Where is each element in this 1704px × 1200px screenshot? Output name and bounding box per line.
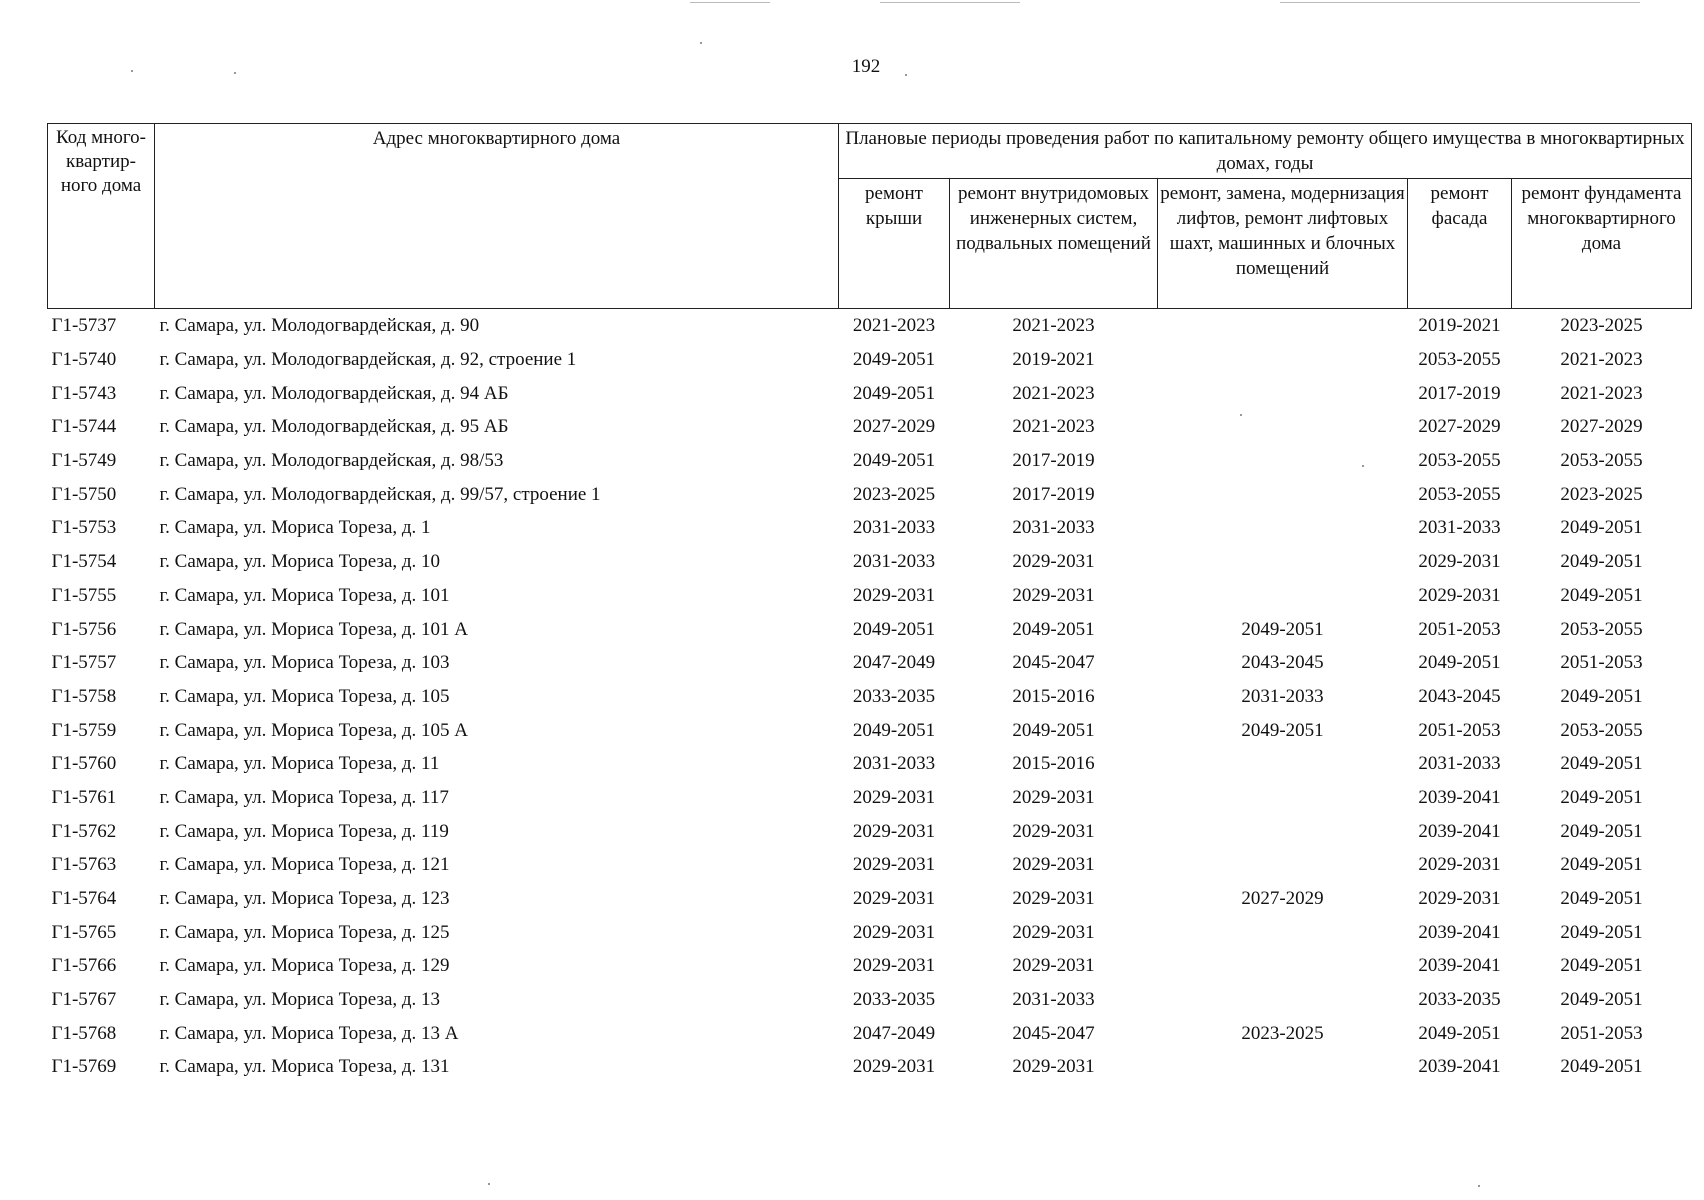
cell-foundation: 2027-2029 [1560, 416, 1643, 438]
cell-engineering: 2029-2031 [1012, 820, 1095, 842]
cell-address: г. Самара, ул. Мориса Тореза, д. 101 [159, 584, 450, 606]
cell-lifts [1158, 579, 1408, 613]
cell-facade: 2033-2035 [1418, 989, 1501, 1011]
cell-foundation: 2023-2025 [1560, 315, 1643, 337]
cell-lifts [1158, 1050, 1408, 1084]
cell-facade: 2051-2053 [1418, 618, 1501, 640]
cell-address: г. Самара, ул. Молодогвардейская, д. 95 АБ [159, 416, 509, 438]
cell-facade: 2019-2021 [1418, 315, 1501, 337]
cell-roof: 2049-2051 [852, 719, 936, 741]
cell-engineering: 2015-2016 [1012, 685, 1095, 707]
cell-roof: 2049-2051 [852, 618, 936, 640]
table-row [48, 882, 1692, 916]
cell-code: Г1-5763 [51, 854, 117, 876]
cell-address: г. Самара, ул. Мориса Тореза, д. 119 [159, 820, 449, 842]
header-lifts: ремонт, замена, модернизация лифтов, ремонт лифтовых шахт, машинных и блочных помещений [1158, 179, 1408, 309]
cell-engineering: 2029-2031 [1012, 888, 1095, 910]
cell-lifts: 2049-2051 [1241, 618, 1324, 640]
cell-foundation: 2049-2051 [1560, 1056, 1643, 1078]
cell-facade: 2039-2041 [1418, 921, 1501, 943]
cell-foundation: 2049-2051 [1560, 888, 1643, 910]
cell-foundation: 2049-2051 [1560, 584, 1643, 606]
cell-address: г. Самара, ул. Мориса Тореза, д. 131 [159, 1056, 450, 1078]
table-row [48, 949, 1692, 983]
cell-foundation: 2051-2053 [1560, 1022, 1643, 1044]
cell-code: Г1-5765 [51, 921, 117, 943]
cell-foundation: 2049-2051 [1560, 551, 1643, 573]
table-row [48, 579, 1692, 613]
cell-lifts [1158, 444, 1408, 478]
cell-address: г. Самара, ул. Мориса Тореза, д. 103 [159, 652, 450, 674]
page-number [0, 56, 1704, 78]
cell-address: г. Самара, ул. Мориса Тореза, д. 10 [159, 551, 441, 573]
cell-roof: 2027-2029 [852, 416, 936, 438]
header-code: Код много-квартир-ного дома [48, 124, 155, 309]
cell-facade: 2027-2029 [1418, 416, 1501, 438]
cell-address: г. Самара, ул. Молодогвардейская, д. 92, строение 1 [159, 349, 577, 371]
cell-facade: 2031-2033 [1418, 517, 1501, 539]
cell-address: г. Самара, ул. Молодогвардейская, д. 94 АБ [159, 382, 509, 404]
cell-lifts [1158, 511, 1408, 545]
header-periods: Плановые периоды проведения работ по капитальному ремонту общего имущества в многоквартирных домах, годы [839, 124, 1692, 179]
scan-speck [488, 1183, 490, 1185]
cell-lifts [1158, 410, 1408, 444]
cell-address: г. Самара, ул. Мориса Тореза, д. 117 [159, 786, 449, 808]
cell-address: г. Самара, ул. Молодогвардейская, д. 98/53 [159, 450, 504, 472]
cell-facade: 2039-2041 [1418, 955, 1501, 977]
cell-code: Г1-5764 [51, 888, 117, 910]
scan-speck [700, 42, 702, 44]
scan-line [690, 2, 770, 3]
repair-schedule-table-wrapper [47, 123, 1692, 1084]
cell-address: г. Самара, ул. Мориса Тореза, д. 1 [159, 517, 431, 539]
cell-engineering: 2029-2031 [1012, 1056, 1095, 1078]
cell-lifts [1158, 915, 1408, 949]
cell-address: г. Самара, ул. Мориса Тореза, д. 105 А [159, 719, 469, 741]
table-row [48, 1016, 1692, 1050]
table-row [48, 511, 1692, 545]
cell-roof: 2047-2049 [852, 1022, 936, 1044]
cell-roof: 2029-2031 [852, 888, 936, 910]
cell-code: Г1-5737 [51, 315, 117, 337]
cell-code: Г1-5768 [51, 1022, 117, 1044]
cell-facade: 2053-2055 [1418, 450, 1501, 472]
cell-code: Г1-5758 [51, 685, 117, 707]
header-engineering: ремонт внутридомовых инженерных систем, подвальных помещений [950, 179, 1158, 309]
table-row [48, 477, 1692, 511]
cell-lifts: 2027-2029 [1241, 888, 1324, 910]
cell-foundation: 2021-2023 [1560, 382, 1643, 404]
cell-facade: 2029-2031 [1418, 584, 1501, 606]
cell-address: г. Самара, ул. Мориса Тореза, д. 105 [159, 685, 450, 707]
cell-engineering: 2031-2033 [1012, 989, 1095, 1011]
cell-address: г. Самара, ул. Мориса Тореза, д. 125 [159, 921, 450, 943]
table-header [48, 124, 1692, 309]
cell-facade: 2049-2051 [1418, 652, 1501, 674]
cell-roof: 2021-2023 [852, 315, 936, 337]
cell-facade: 2017-2019 [1418, 382, 1501, 404]
table-row [48, 309, 1692, 343]
cell-address: г. Самара, ул. Мориса Тореза, д. 13 А [159, 1022, 459, 1044]
cell-facade: 2029-2031 [1418, 551, 1501, 573]
cell-roof: 2049-2051 [852, 382, 936, 404]
cell-roof: 2029-2031 [852, 854, 936, 876]
cell-code: Г1-5759 [51, 719, 117, 741]
cell-engineering: 2021-2023 [1012, 315, 1095, 337]
cell-facade: 2051-2053 [1418, 719, 1501, 741]
cell-roof: 2031-2033 [852, 551, 936, 573]
cell-address: г. Самара, ул. Мориса Тореза, д. 11 [159, 753, 440, 775]
cell-foundation: 2053-2055 [1560, 719, 1643, 741]
page-number-text: 192 [851, 56, 881, 77]
cell-address: г. Самара, ул. Молодогвардейская, д. 90 [159, 315, 480, 337]
cell-lifts [1158, 781, 1408, 815]
cell-code: Г1-5766 [51, 955, 117, 977]
cell-engineering: 2017-2019 [1012, 450, 1095, 472]
cell-code: Г1-5760 [51, 753, 117, 775]
cell-engineering: 2029-2031 [1012, 921, 1095, 943]
cell-roof: 2029-2031 [852, 1056, 936, 1078]
cell-engineering: 2019-2021 [1012, 349, 1095, 371]
cell-code: Г1-5757 [51, 652, 117, 674]
table-row [48, 747, 1692, 781]
table-row [48, 1050, 1692, 1084]
cell-roof: 2049-2051 [852, 450, 936, 472]
cell-engineering: 2029-2031 [1012, 955, 1095, 977]
cell-engineering: 2031-2033 [1012, 517, 1095, 539]
cell-address: г. Самара, ул. Мориса Тореза, д. 121 [159, 854, 450, 876]
cell-lifts [1158, 477, 1408, 511]
cell-lifts: 2043-2045 [1241, 652, 1324, 674]
cell-roof: 2031-2033 [852, 753, 936, 775]
cell-code: Г1-5754 [51, 551, 117, 573]
cell-code: Г1-5750 [51, 483, 117, 505]
cell-lifts [1158, 545, 1408, 579]
cell-facade: 2039-2041 [1418, 1056, 1501, 1078]
cell-code: Г1-5743 [51, 382, 117, 404]
cell-facade: 2029-2031 [1418, 888, 1501, 910]
cell-code: Г1-5753 [51, 517, 117, 539]
cell-roof: 2029-2031 [852, 584, 936, 606]
cell-roof: 2029-2031 [852, 820, 936, 842]
cell-facade: 2031-2033 [1418, 753, 1501, 775]
cell-facade: 2043-2045 [1418, 685, 1501, 707]
cell-engineering: 2049-2051 [1012, 618, 1095, 640]
table-row [48, 983, 1692, 1017]
cell-foundation: 2049-2051 [1560, 685, 1643, 707]
table-row [48, 376, 1692, 410]
cell-code: Г1-5755 [51, 584, 117, 606]
cell-foundation: 2021-2023 [1560, 349, 1643, 371]
table-row [48, 915, 1692, 949]
cell-roof: 2023-2025 [852, 483, 936, 505]
header-foundation: ремонт фундамента многоквартирного дома [1512, 179, 1692, 309]
cell-facade: 2039-2041 [1418, 786, 1501, 808]
cell-foundation: 2049-2051 [1560, 517, 1643, 539]
cell-lifts: 2023-2025 [1241, 1022, 1324, 1044]
cell-address: г. Самара, ул. Мориса Тореза, д. 101 А [159, 618, 469, 640]
scan-line [1280, 2, 1640, 3]
cell-roof: 2047-2049 [852, 652, 936, 674]
cell-roof: 2029-2031 [852, 921, 936, 943]
table-row [48, 343, 1692, 377]
cell-foundation: 2049-2051 [1560, 820, 1643, 842]
table-body [48, 309, 1692, 1084]
cell-code: Г1-5749 [51, 450, 117, 472]
table-row [48, 612, 1692, 646]
table-row [48, 646, 1692, 680]
cell-facade: 2029-2031 [1418, 854, 1501, 876]
table-row [48, 713, 1692, 747]
table-row [48, 444, 1692, 478]
cell-roof: 2029-2031 [852, 955, 936, 977]
cell-engineering: 2049-2051 [1012, 719, 1095, 741]
header-roof: ремонт крыши [839, 179, 950, 309]
cell-engineering: 2029-2031 [1012, 584, 1095, 606]
cell-facade: 2049-2051 [1418, 1022, 1501, 1044]
cell-foundation: 2049-2051 [1560, 786, 1643, 808]
cell-facade: 2053-2055 [1418, 483, 1501, 505]
cell-engineering: 2021-2023 [1012, 382, 1095, 404]
cell-roof: 2033-2035 [852, 685, 936, 707]
cell-roof: 2049-2051 [852, 349, 936, 371]
cell-engineering: 2029-2031 [1012, 786, 1095, 808]
cell-roof: 2029-2031 [852, 786, 936, 808]
table-row [48, 410, 1692, 444]
cell-code: Г1-5762 [51, 820, 117, 842]
cell-code: Г1-5740 [51, 349, 117, 371]
cell-foundation: 2049-2051 [1560, 955, 1643, 977]
cell-code: Г1-5769 [51, 1056, 117, 1078]
scan-speck [1478, 1185, 1480, 1187]
table-row [48, 781, 1692, 815]
cell-engineering: 2017-2019 [1012, 483, 1095, 505]
cell-engineering: 2029-2031 [1012, 854, 1095, 876]
cell-foundation: 2051-2053 [1560, 652, 1643, 674]
header-facade: ремонт фасада [1408, 179, 1512, 309]
cell-facade: 2053-2055 [1418, 349, 1501, 371]
cell-foundation: 2049-2051 [1560, 921, 1643, 943]
cell-lifts [1158, 814, 1408, 848]
cell-engineering: 2029-2031 [1012, 551, 1095, 573]
cell-engineering: 2045-2047 [1012, 652, 1095, 674]
cell-code: Г1-5756 [51, 618, 117, 640]
cell-foundation: 2049-2051 [1560, 753, 1643, 775]
cell-foundation: 2049-2051 [1560, 989, 1643, 1011]
cell-lifts [1158, 983, 1408, 1017]
cell-lifts [1158, 949, 1408, 983]
cell-lifts: 2049-2051 [1241, 719, 1324, 741]
table-row [48, 680, 1692, 714]
cell-address: г. Самара, ул. Молодогвардейская, д. 99/57, строение 1 [159, 483, 601, 505]
cell-engineering: 2021-2023 [1012, 416, 1095, 438]
cell-code: Г1-5767 [51, 989, 117, 1011]
cell-address: г. Самара, ул. Мориса Тореза, д. 13 [159, 989, 441, 1011]
cell-code: Г1-5761 [51, 786, 117, 808]
repair-schedule-table [47, 123, 1692, 1084]
cell-roof: 2033-2035 [852, 989, 936, 1011]
cell-foundation: 2053-2055 [1560, 450, 1643, 472]
cell-engineering: 2045-2047 [1012, 1022, 1095, 1044]
cell-roof: 2031-2033 [852, 517, 936, 539]
cell-lifts [1158, 747, 1408, 781]
cell-lifts [1158, 309, 1408, 343]
cell-address: г. Самара, ул. Мориса Тореза, д. 129 [159, 955, 450, 977]
cell-lifts [1158, 848, 1408, 882]
table-row [48, 545, 1692, 579]
cell-lifts: 2031-2033 [1241, 685, 1324, 707]
cell-address: г. Самара, ул. Мориса Тореза, д. 123 [159, 888, 450, 910]
cell-engineering: 2015-2016 [1012, 753, 1095, 775]
cell-foundation: 2023-2025 [1560, 483, 1643, 505]
cell-lifts [1158, 343, 1408, 377]
table-row [48, 814, 1692, 848]
header-address: Адрес многоквартирного дома [155, 124, 839, 309]
cell-facade: 2039-2041 [1418, 820, 1501, 842]
cell-foundation: 2049-2051 [1560, 854, 1643, 876]
cell-foundation: 2053-2055 [1560, 618, 1643, 640]
cell-code: Г1-5744 [51, 416, 117, 438]
table-row [48, 848, 1692, 882]
scan-line [880, 2, 1020, 3]
cell-lifts [1158, 376, 1408, 410]
